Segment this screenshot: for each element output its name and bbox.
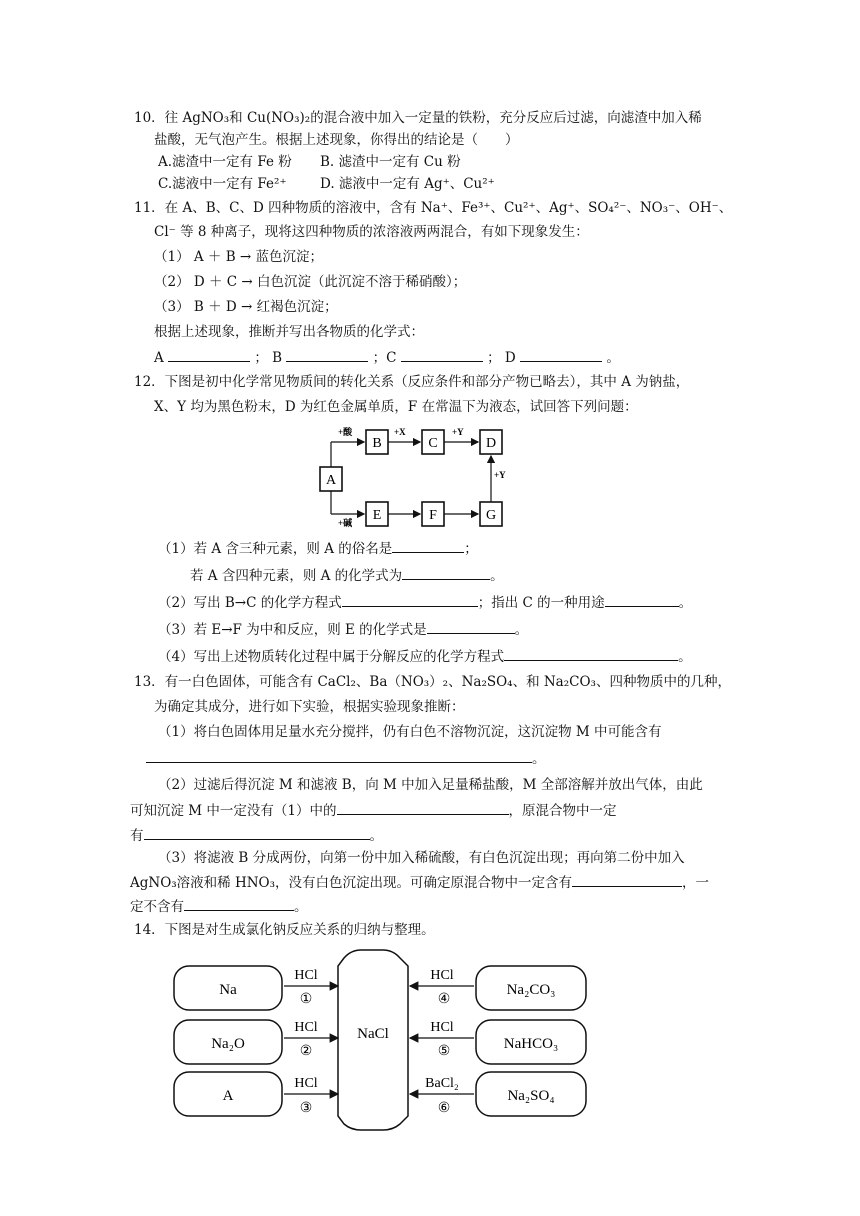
- q13-blank-2b[interactable]: [144, 825, 370, 840]
- q12-stem-line1: 12．下图是初中化学常见物质间的转化关系（反应条件和部分产物已略去），其中 A 为钠盐，: [134, 374, 690, 390]
- q13-step1: （1）将白色固体用足量水充分搅拌，仍有白色不溶物沉淀，这沉淀物 M 中可能含有: [158, 724, 662, 740]
- q13-step2-text: 可知沉淀 M 中一定没有（1）中的: [130, 803, 337, 819]
- q12-blank-2a[interactable]: [342, 592, 478, 607]
- q11-stem-line2: Cl⁻ 等 8 种离子，现将这四种物质的浓溶液两两混合，有如下现象发生：: [154, 224, 589, 240]
- q10-stem-line2: 盐酸，无气泡产生。根据上述现象，你得出的结论是（ ）: [154, 132, 519, 148]
- q12-blank-1a[interactable]: [392, 538, 464, 553]
- q12-blank-2b[interactable]: [605, 592, 679, 607]
- q12-blank-3[interactable]: [427, 619, 515, 634]
- q10-option-c: C.滤液中一定有 Fe²⁺: [158, 176, 287, 192]
- q13-step3-line3: [130, 896, 308, 917]
- q12-part4-text: （4）写出上述物质转化过程中属于分解反应的化学方程式: [158, 649, 505, 665]
- left-reagent-2: HCl: [294, 1020, 318, 1035]
- q11-label-a: A: [154, 350, 164, 366]
- q13-step1-end: 。: [532, 751, 546, 767]
- right-num-4: ④: [437, 992, 451, 1007]
- q11-blank-c[interactable]: [401, 347, 483, 362]
- left-label-a: A: [222, 1088, 234, 1104]
- right-reagent-4: HCl: [430, 968, 454, 983]
- nacl-center-label: NaCl: [357, 1026, 389, 1042]
- node-b-label: B: [372, 436, 382, 451]
- q11-end: 。: [606, 350, 620, 366]
- q13-blank-3a[interactable]: [572, 872, 682, 887]
- q13-step1-answer: [146, 748, 546, 769]
- q11-label-d: ； D: [487, 350, 516, 366]
- acid-label: +酸: [338, 427, 353, 437]
- q12-part3-end: 。: [514, 622, 529, 638]
- q10-option-a: A.滤渣中一定有 Fe 粉: [158, 154, 292, 170]
- left-reagent-3: HCl: [294, 1076, 318, 1091]
- right-label-nahco3: NaHCO₃: [503, 1036, 559, 1052]
- right-num-6: ⑥: [437, 1101, 451, 1116]
- q13-step2c-end: 。: [369, 828, 383, 844]
- q13-step2-line1: （2）过滤后得沉淀 M 和滤液 B，向 M 中加入足量稀盐酸，M 全部溶解并放出气体，由此: [158, 777, 703, 793]
- q11-instruction: 根据上述现象，推断并写出各物质的化学式：: [154, 324, 424, 340]
- q12-part3-text: （3）若 E→F 为中和反应，则 E 的化学式是: [158, 622, 427, 638]
- q13-step3-line1: （3）将滤液 B 分成两份，向第一份中加入稀硫酸，有白色沉淀出现；再向第二份中加入: [158, 850, 685, 866]
- q12-part1b-end: 。: [490, 568, 504, 584]
- q11-reaction-3: （3） B ＋ D → 红褐色沉淀；: [154, 299, 338, 315]
- right-reagent-6: BaCl₂: [425, 1076, 459, 1091]
- q11-blank-b[interactable]: [286, 347, 368, 362]
- q10-option-b: B. 滤渣中一定有 Cu 粉: [320, 154, 461, 170]
- node-e-label: E: [372, 508, 382, 523]
- left-reagent-1: HCl: [294, 968, 318, 983]
- node-f-label: F: [429, 508, 437, 523]
- q10-option-d: D. 滤液中一定有 Ag⁺、Cu²⁺: [320, 176, 495, 192]
- q12-blank-1b[interactable]: [402, 565, 490, 580]
- q12-part2-mid: ；指出 C 的一种用途: [477, 595, 605, 611]
- q13-step3c-text: 定不含有: [130, 899, 184, 915]
- q12-part2-text: （2）写出 B→C 的化学方程式: [158, 595, 342, 611]
- q13-step2-end: ，原混合物中一定: [508, 803, 617, 819]
- q12-part1b: [190, 565, 504, 586]
- right-label-na2so4: Na₂SO₄: [507, 1088, 555, 1104]
- right-num-5: ⑤: [437, 1044, 451, 1059]
- q11-label-c: ；C: [372, 350, 397, 366]
- q12-part1b-text: 若 A 含四种元素，则 A 的化学式为: [190, 568, 403, 584]
- plus-y-label-top: +Y: [452, 427, 464, 437]
- q12-part4-end: 。: [678, 649, 692, 665]
- q13-stem-line2: 为确定其成分，进行如下实验，根据实验现象推断：: [154, 699, 465, 715]
- q12-part3: [158, 619, 528, 640]
- q13-step3c-end: 。: [294, 899, 308, 915]
- q12-part1a: [158, 538, 478, 559]
- base-label: +碱: [338, 518, 353, 528]
- q11-reaction-1: （1） A ＋ B → 蓝色沉淀；: [154, 249, 324, 265]
- q12-part2-end: 。: [678, 595, 693, 611]
- left-num-3: ③: [299, 1101, 313, 1116]
- node-g-label: G: [485, 508, 497, 523]
- right-label-na2co3: Na₂CO₃: [506, 982, 556, 998]
- left-num-2: ②: [299, 1044, 313, 1059]
- q13-step3-end: ，一: [682, 875, 710, 891]
- q13-step2-line3: [130, 825, 383, 846]
- q14-stem: 14．下图是对生成氯化钠反应关系的归纳与整理。: [134, 922, 435, 938]
- q11-answer-row: [154, 347, 620, 368]
- q13-step3-text: AgNO₃溶液和稀 HNO₃，没有白色沉淀出现。可确定原混合物中一定含有: [130, 875, 573, 891]
- q12-part4: [158, 646, 692, 667]
- q12-part1a-text: （1）若 A 含三种元素，则 A 的俗名是: [158, 541, 393, 557]
- nacl-diagram: [168, 948, 598, 1134]
- node-d-label: D: [485, 436, 497, 451]
- node-c-label: C: [428, 436, 438, 451]
- plus-y-label-right: +Y: [494, 470, 506, 480]
- left-label-na2o: Na₂O: [211, 1036, 245, 1052]
- q13-blank-3b[interactable]: [184, 896, 294, 911]
- left-num-1: ①: [299, 992, 313, 1007]
- left-label-na: Na: [219, 982, 237, 998]
- q12-blank-4[interactable]: [504, 646, 678, 661]
- q10-stem-line1: 10．往 AgNO₃和 Cu(NO₃)₂的混合液中加入一定量的铁粉，充分反应后过滤，向滤渣中加入稀: [134, 110, 702, 126]
- q13-stem-line1: 13．有一白色固体，可能含有 CaCl₂、Ba（NO₃）₂、Na₂SO₄、和 Na₂CO₃、四种物质中的几种，: [134, 674, 731, 690]
- q13-step2-line2: [130, 800, 617, 821]
- q11-reaction-2: （2） D ＋ C → 白色沉淀（此沉淀不溶于稀硝酸）；: [154, 274, 467, 290]
- right-reagent-5: HCl: [430, 1020, 454, 1035]
- q13-blank-1[interactable]: [146, 748, 532, 763]
- q11-blank-a[interactable]: [168, 347, 250, 362]
- conversion-diagram: [316, 422, 516, 530]
- q11-label-b: ； B: [254, 350, 283, 366]
- q11-stem-line1: 11．在 A、B、C、D 四种物质的溶液中，含有 Na⁺、Fe³⁺、Cu²⁺、Ag⁺、SO₄²⁻、NO₃⁻、OH⁻、: [134, 200, 733, 216]
- q13-step2c-text: 有: [130, 828, 144, 844]
- q11-blank-d[interactable]: [520, 347, 602, 362]
- q12-stem-line2: X、Y 均为黑色粉末，D 为红色金属单质，F 在常温下为液态，试回答下列问题：: [154, 399, 638, 415]
- q13-step3-line2: [130, 872, 709, 893]
- q12-part1a-end: ；: [464, 541, 478, 557]
- q12-part2: [158, 592, 692, 613]
- plus-x-label: +X: [394, 427, 406, 437]
- q13-blank-2a[interactable]: [337, 800, 509, 815]
- node-a-label: A: [325, 473, 337, 488]
